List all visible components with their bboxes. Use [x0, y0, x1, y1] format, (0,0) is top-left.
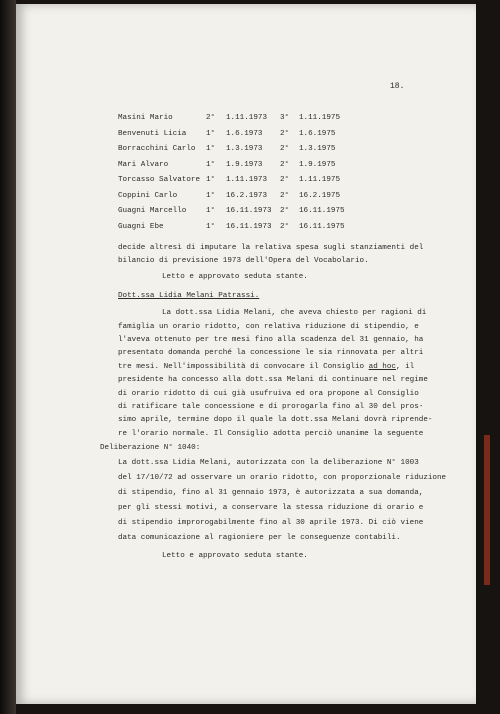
deliberation-line: La dott.ssa Lidia Melani, autorizzata con la deliberazione N° 1003: [118, 459, 419, 467]
grade-from: 1°: [206, 145, 216, 153]
date-from: 1.11.1973: [226, 176, 268, 184]
date-to: 16.2.1975: [299, 191, 341, 200]
grade-to: 3°: [280, 114, 290, 122]
grade-from: 1°: [206, 129, 216, 138]
date-from: 1.11.1973: [226, 114, 268, 122]
grade-to: 2°: [280, 145, 290, 153]
deliberation-line: data comunicazione al ragioniere per le conseguenze contabili.: [118, 534, 401, 542]
table-row: [118, 205, 418, 221]
deliberation-line: di stipendio improrogabilmente fino al 30 aprile 1973. Di ciò viene: [118, 519, 424, 527]
book-spine: [0, 0, 16, 714]
body-line-with-adhoc: [118, 361, 414, 374]
decide-line: bilancio di previsione 1973 dell'Opera del Vocabolario.: [118, 257, 369, 265]
body-line: famiglia un orario ridotto, con relativa riduzione di stipendio, e: [118, 323, 419, 331]
deliberation-line: di stipendio, fino al 31 gennaio 1973, è autorizzata a sua domanda,: [118, 489, 424, 497]
approved-note: Letto e approvato seduta stante.: [162, 552, 308, 560]
employee-name: Coppini Carlo: [118, 191, 178, 200]
grade-to: 2°: [280, 207, 290, 215]
table-row: [118, 221, 418, 237]
deliberation-label: Deliberazione N° 1040:: [100, 444, 201, 452]
date-from: 1.6.1973: [226, 129, 263, 138]
page-edge-marker: [484, 435, 490, 585]
date-to: 1.11.1975: [299, 176, 341, 184]
grade-from: 1°: [206, 160, 216, 169]
employee-name: Guagni Ebe: [118, 222, 164, 231]
date-to: 1.9.1975: [299, 160, 336, 169]
adhoc-after: , il: [395, 363, 415, 371]
date-from: 16.11.1973: [226, 222, 272, 231]
decide-line: decide altresì di imputare la relativa spesa sugli stanziamenti del: [118, 244, 424, 252]
adhoc-term: ad hoc: [368, 363, 396, 371]
body-line: di ratificare tale concessione e di prorogarla fino al 30 del pros-: [118, 403, 424, 411]
grade-from: 1°: [206, 191, 216, 200]
body-line: La dott.ssa Lidia Melani, che aveva chiesto per ragioni di: [162, 309, 427, 317]
body-line: di orario ridotto di cui già usufruiva ed ora propone al Consiglio: [118, 390, 419, 398]
grade-from: 1°: [206, 222, 216, 231]
grade-to: 2°: [280, 160, 290, 169]
table-row: [118, 159, 418, 175]
date-to: 1.6.1975: [299, 129, 336, 138]
grade-to: 2°: [280, 191, 290, 200]
approved-note: Letto e approvato seduta stante.: [162, 273, 308, 281]
grade-to: 2°: [280, 176, 290, 184]
date-to: 1.3.1975: [299, 145, 336, 153]
employee-name: Borracchini Carlo: [118, 145, 196, 153]
body-line: presentato domanda perché la concessione le sia rinnovata per altri: [118, 349, 424, 357]
date-from: 1.9.1973: [226, 160, 263, 169]
table-row: [118, 112, 418, 128]
table-row: [118, 190, 418, 206]
date-to: 16.11.1975: [299, 207, 345, 215]
date-to: 16.11.1975: [299, 222, 345, 231]
body-line: presidente ha concesso alla dott.ssa Melani di continuare nel regime: [118, 376, 428, 384]
date-from: 16.2.1973: [226, 191, 268, 200]
deliberation-line: del 17/10/72 ad osservare un orario ridotto, con proporzionale riduzione: [118, 474, 447, 482]
employee-name: Benvenuti Licia: [118, 129, 187, 138]
date-to: 1.11.1975: [299, 114, 341, 122]
grade-to: 2°: [280, 222, 290, 231]
body-line: re l'orario normale. Il Consiglio adotta perciò unanime la seguente: [118, 430, 424, 438]
grade-from: 2°: [206, 114, 216, 122]
table-row: [118, 174, 418, 190]
employee-name: Torcasso Salvatore: [118, 176, 201, 184]
date-from: 16.11.1973: [226, 207, 272, 215]
employee-name: Mari Alvaro: [118, 160, 169, 169]
grade-to: 2°: [280, 129, 290, 138]
personnel-table: [118, 112, 418, 236]
date-from: 1.3.1973: [226, 145, 263, 153]
deliberation-line: per gli stessi motivi, a conservare la stessa riduzione di orario e: [118, 504, 424, 512]
grade-from: 1°: [206, 207, 216, 215]
body-line: simo aprile, termine dopo il quale la dott.ssa Melani dovrà riprende-: [118, 416, 433, 424]
employee-name: Guagni Marcello: [118, 207, 187, 215]
table-row: [118, 128, 418, 144]
document-page: [16, 4, 476, 704]
section-heading: Dott.ssa Lidia Melani Patrassi.: [118, 292, 260, 300]
body-line: l'aveva ottenuto per tre mesi fino alla scadenza del 31 gennaio, ha: [118, 336, 424, 344]
body-line: tre mesi. Nell'impossibilità di convocare il Consiglio: [118, 363, 365, 371]
table-row: [118, 143, 418, 159]
page-number: 18.: [390, 82, 405, 91]
employee-name: Masini Mario: [118, 114, 173, 122]
grade-from: 1°: [206, 176, 216, 184]
